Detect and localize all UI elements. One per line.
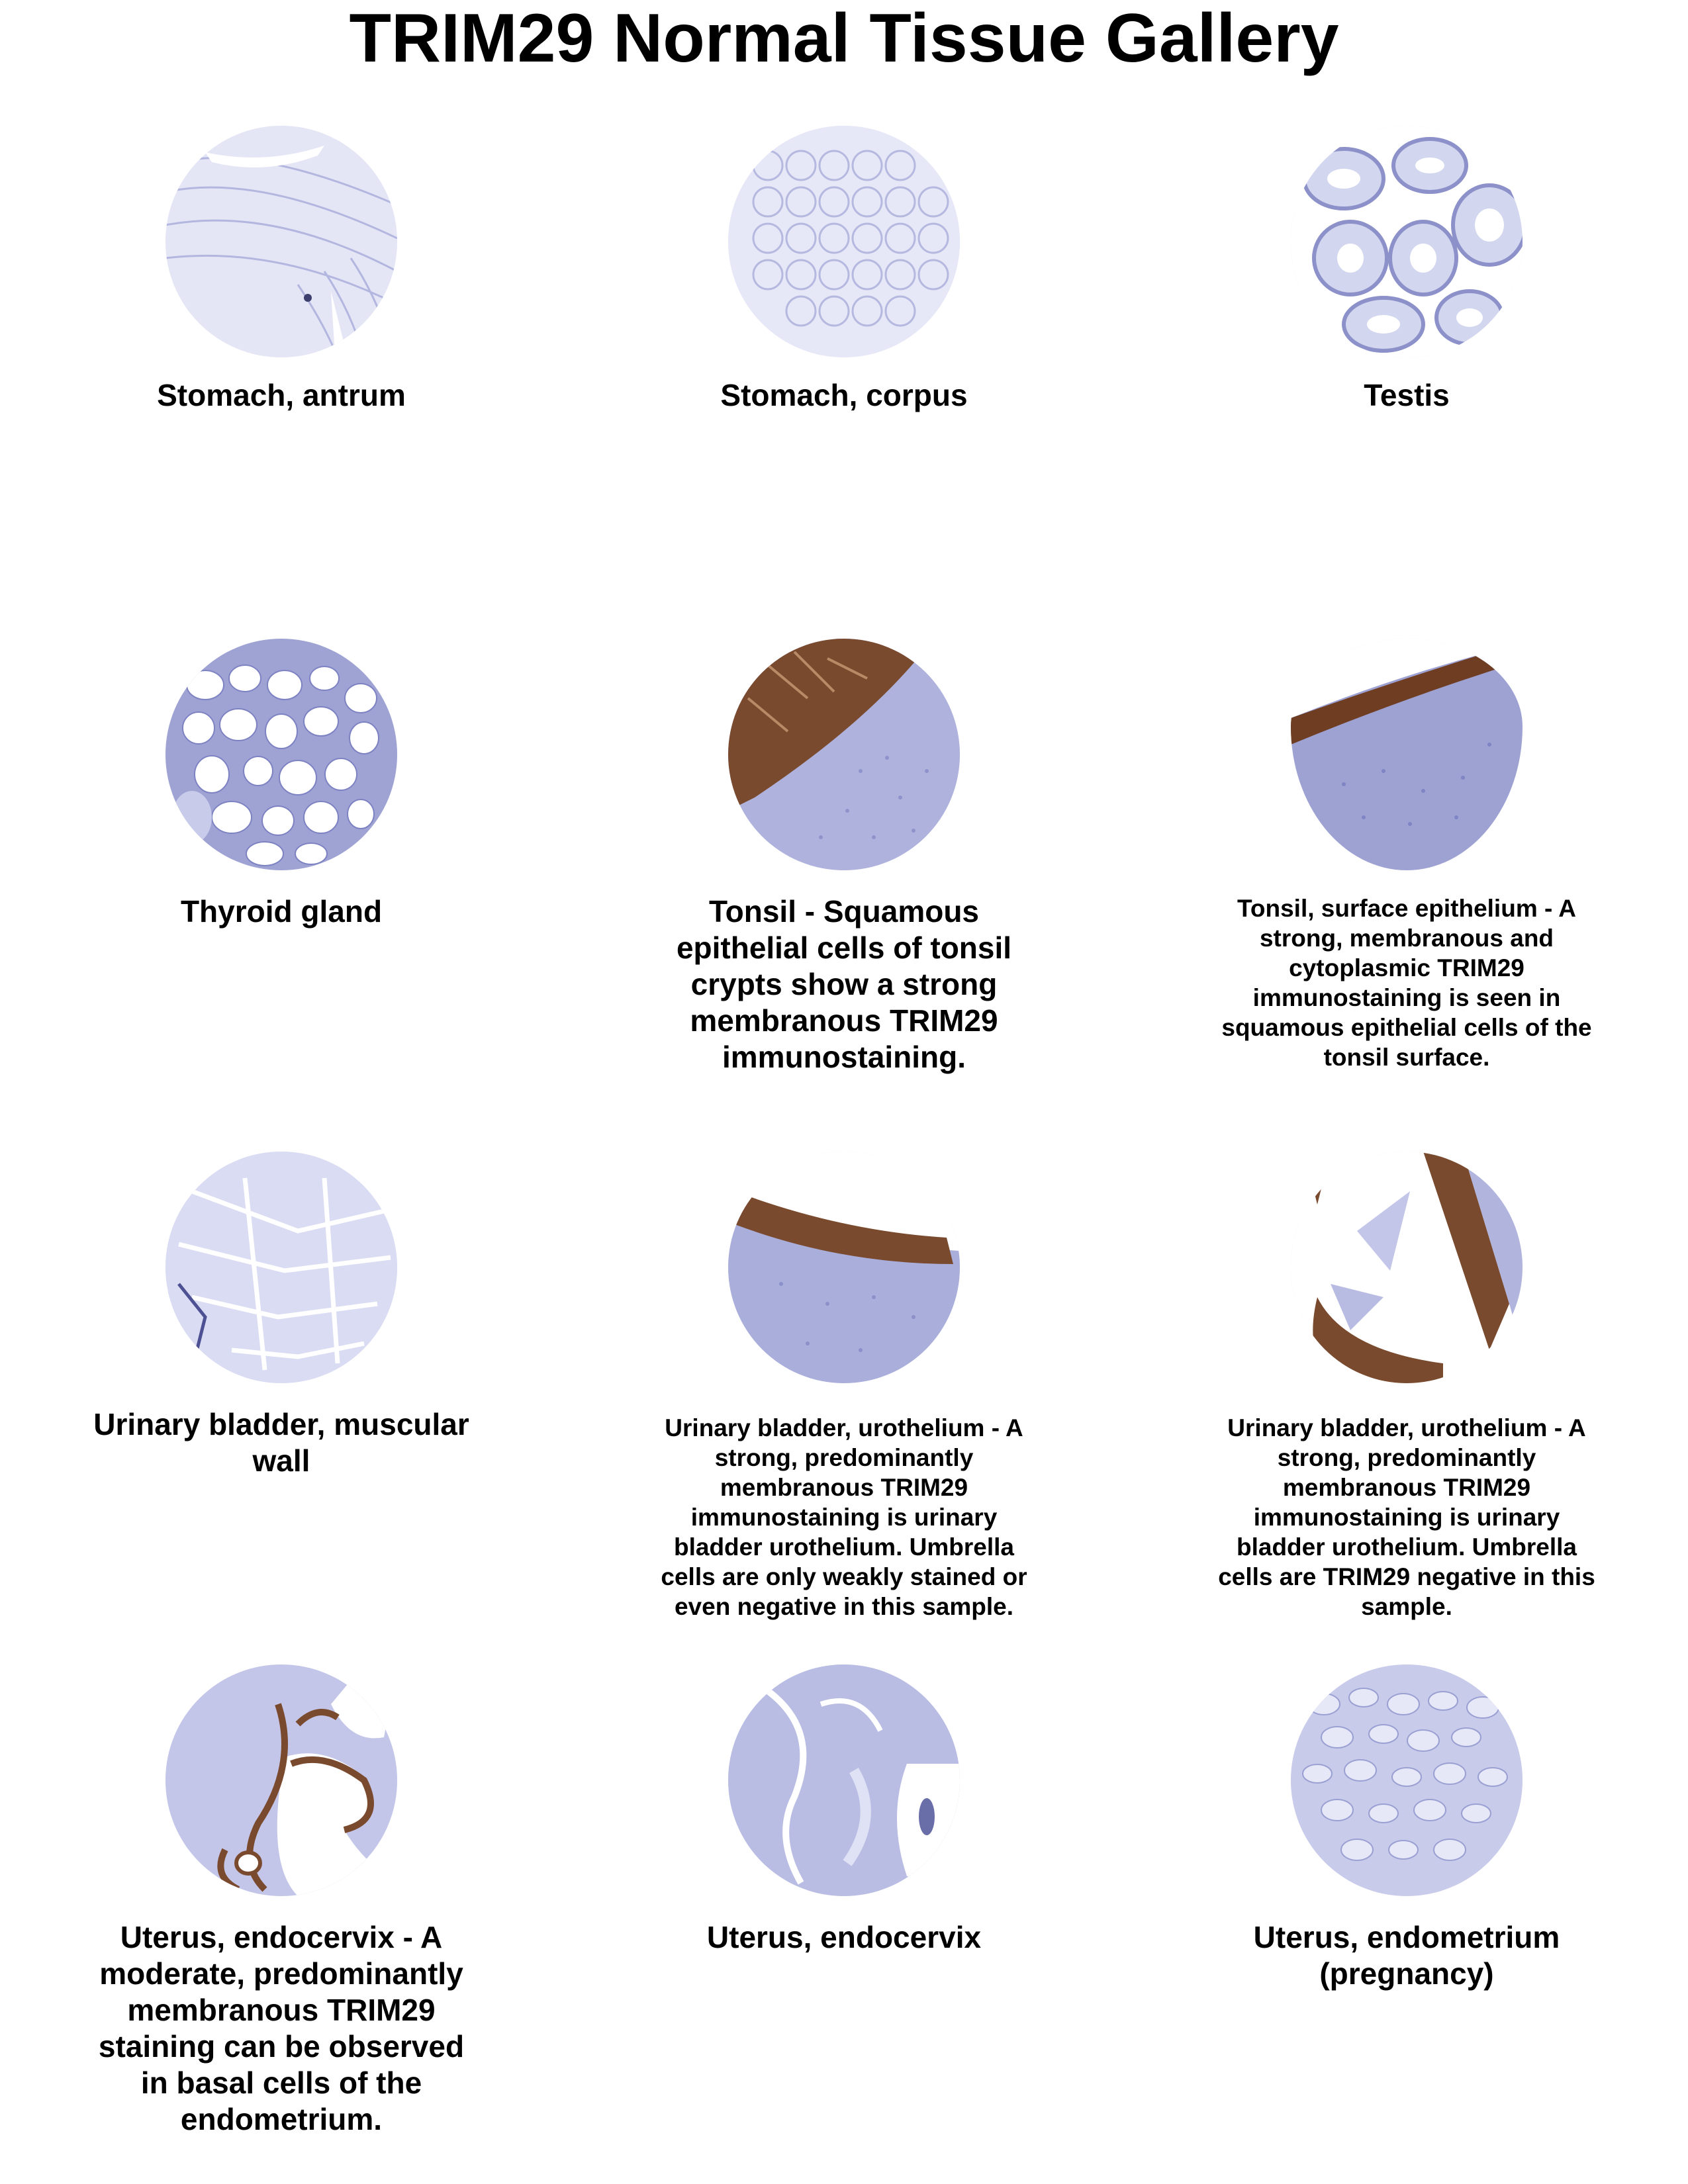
tissue-core-image [165,639,397,870]
tissue-core-image [165,126,397,357]
tile-caption: Urinary bladder, muscular wall [93,1407,469,1478]
tile-caption: Uterus, endocervix [706,1920,982,1954]
tile-caption: Testis [1364,378,1450,412]
tile-caption: Urinary bladder, urothelium - A strong, predominantly membranous TRIM29 immunostaining is urinary bladder urothelium. Umbrella cells are TRIM29 negative in this sample. [1218,1414,1595,1620]
tissue-core-image [1291,1664,1523,1896]
tile-caption: Thyroid gland [180,894,383,929]
tissue-core-image [1291,1152,1523,1383]
tile-caption: Tonsil - Squamous epithelial cells of tonsil crypts show a strong membranous TRIM29 immunostaining. [676,894,1012,1074]
tissue-core-image [1291,126,1523,357]
tissue-core-image [728,126,960,357]
tile-caption: Tonsil, surface epithelium - A strong, membranous and cytoplasmic TRIM29 immunostaining is seen in squamous epithelial cells of the tonsil surface. [1221,895,1592,1071]
page-title: TRIM29 Normal Tissue Gallery [349,0,1339,77]
tile-caption: Stomach, corpus [720,378,968,412]
tile-caption: Uterus, endocervix - A moderate, predominantly membranous TRIM29 staining can be observed in basal cells of the endometrium. [98,1920,465,2136]
tissue-core-image [165,1664,397,1896]
tile-caption: Urinary bladder, urothelium - A strong, predominantly membranous TRIM29 immunostaining is urinary bladder urothelium. Umbrella cells are only weakly stained or even negative in this sample. [661,1414,1027,1620]
tissue-core-image [728,639,960,870]
tile-caption: Uterus, endometrium (pregnancy) [1253,1920,1560,1991]
tissue-core-image [165,1152,397,1383]
tissue-core-image [728,1152,960,1383]
tissue-core-image [1291,639,1523,870]
tile-caption: Stomach, antrum [157,378,406,412]
tissue-core-image [728,1664,960,1896]
